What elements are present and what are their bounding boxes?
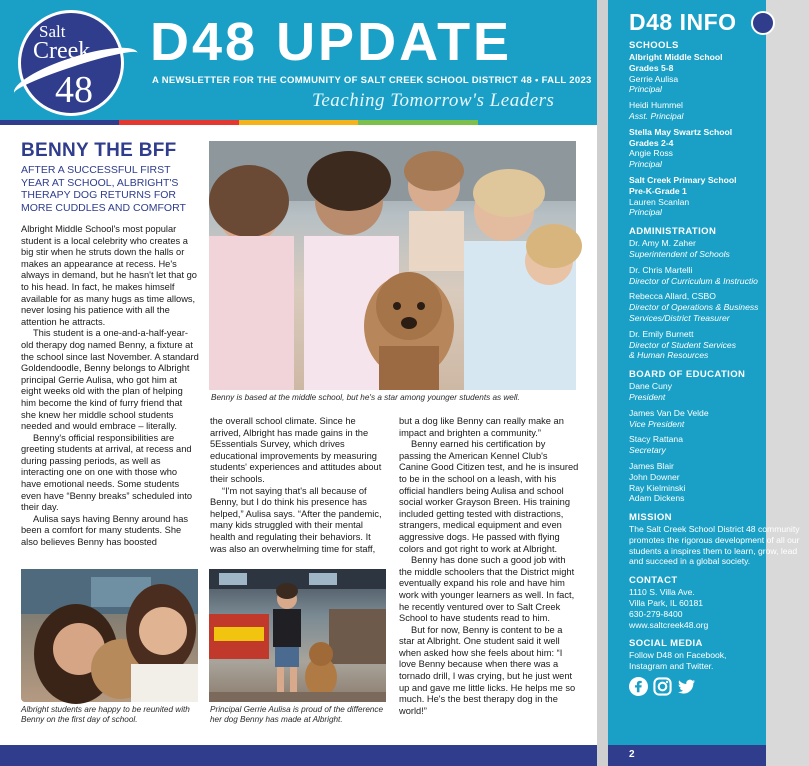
person-name: James Van De Velde [629,407,709,418]
school-albright [629,52,809,122]
info-title: D48 INFO [629,9,737,35]
article-deck: AFTER A SUCCESSFUL FIRST YEAR AT SCHOOL, ALBRIGHT'S THERAPY DOG RETURNS FOR MORE CUDDLES AND COMFORT [21,164,186,214]
paragraph: Benny has done such a good job with the middle schoolers that the District might eventually expand his role and have him work with younger learners as well. In fact, he recently ventured over to Salt Creek School to have students read to him. [399,555,575,624]
school-name: Salt Creek Primary School [629,174,737,185]
person-name: Dr. Chris Martelli [629,264,693,275]
newsletter-page-right [608,0,800,766]
board-officer [629,434,809,456]
school-name: Stella May Swartz School [629,126,733,137]
person-role: Secretary [629,445,666,456]
logo-text-creek: Creek [33,38,91,64]
person-role: Asst. Principal [629,110,684,121]
article-column-2 [210,416,388,555]
admin-person [629,238,809,260]
facebook-icon[interactable] [629,677,648,696]
person-role: Vice President [629,418,685,429]
school-grades: Pre-K-Grade 1 [629,185,687,196]
person-name: James Blair [629,460,674,471]
person-name: John Downer [629,471,680,482]
admin-person [629,329,809,361]
person-role: Principal [629,207,662,218]
contact-website-link[interactable]: www.saltcreek48.org [629,619,709,630]
article-column-1 [21,224,199,549]
paragraph: This student is a one-and-a-half-year-old therapy dog named Benny, a fixture at the school since last November. A standard Goldendoodle, Benny belongs to Albright principal Gerrie Aulisa, who got him at eight weeks old with the plan of helping him become the kind of furry friend that she knew her middle school students needed and would embrace – literally. [21,328,199,432]
paragraph: “I'm not saying that's all because of Benny, but I do think his presence has helped,” Aulisa says. “After the pandemic, many kids struggled with their mental health and regulating their behaviors. It was also an overwhelming time for staff, [210,485,382,554]
logo-text-48: 48 [55,69,93,111]
stripe-segment [478,120,597,125]
person-role: & Human Resources [629,350,709,361]
person-role: Services/District Treasurer [629,312,730,323]
page-number: 2 [629,749,635,760]
stripe-segment [358,120,477,125]
paragraph: the overall school climate. Since he arrived, Albright has made gains in the 5Essentials Survey, which drives educational improvements by measuring students' experiences and attitudes about their schools. [210,416,382,484]
photo-caption-middle: Principal Gerrie Aulisa is proud of the difference her dog Benny has made at Albright. [210,705,384,724]
logo-text-salt: Salt [39,22,66,41]
photo-illustration [21,569,198,702]
info-badge-icon [751,11,775,35]
board-heading: BOARD OF EDUCATION [629,369,746,381]
person-name: Dr. Emily Burnett [629,328,694,339]
stripe-segment [239,120,358,125]
person-name: Stacy Rattana [629,434,683,445]
board-officer [629,408,809,430]
photo-caption-main: Benny is based at the middle school, but he's a star among younger students as well. [211,393,520,402]
paragraph: Albright Middle School's most popular student is a local celebrity who creates a big stir when he struts down the halls or makes an appearance at recess. He's always in demand, but he hasn't let that go to his head. In fact, he makes himself available for as many hugs as time allows, never losing his patience with all the attention he attracts. [21,224,197,327]
admin-person [629,291,809,323]
photo-students-reunited [21,569,198,702]
paragraph: but a dog like Benny can really make an impact and brighten a community.” [399,416,564,438]
paragraph: Aulisa says having Benny around has been a comfort for many students. She also believes Benny has boosted [21,513,189,548]
photo-illustration [209,141,576,390]
page-footer-bar [0,745,597,766]
district-logo [18,10,124,116]
photo-illustration [209,569,386,702]
paragraph: But for now, Benny is content to be a star at Albright. One student said it well when asked how she feels about him: “I love Benny because when there was a tornado drill, I was crying, but he just went up and gave me little licks. He helps me so much. He's the best therapy dog in the world!” [399,624,576,716]
person-name: Dr. Amy M. Zaher [629,238,696,249]
person-role: Superintendent of Schools [629,248,730,259]
social-heading: SOCIAL MEDIA [629,638,703,650]
photo-caption-left: Albright students are happy to be reunited with Benny on the first day of school. [21,705,190,724]
stripe-segment [0,120,119,125]
person-role: Principal [629,159,662,170]
social-text: Follow D48 on Facebook, Instagram and Twitter. [629,650,727,672]
board-officer [629,381,809,403]
board-members [629,461,809,504]
person-role: Director of Operations & Business [629,302,759,313]
masthead [0,0,597,120]
school-swartz [629,127,809,170]
photo-students-with-benny [209,141,576,390]
newsletter-subtitle: A NEWSLETTER FOR THE COMMUNITY OF SALT CREEK SCHOOL DISTRICT 48 • FALL 2023 [152,75,592,86]
contact-phone: 630-279-8400 [629,608,683,619]
person-role: Director of Student Services [629,339,736,350]
paragraph: Benny's official responsibilities are greeting students at arrival, at recess and during passing periods, as well as interacting one on one with those who have emotional needs. Some students even have “Benny breaks” scheduled into their day. [21,432,193,513]
page-gutter [597,0,608,766]
page-footer-bar [608,745,766,766]
mission-text: The Salt Creek School District 48 community promotes the rigorous development of all our students a inspires them to learn, grow, lead and succeed in a global society. [629,524,800,567]
person-name: Dane Cuny [629,381,672,392]
person-name: Ray Kielminski [629,482,686,493]
administration-heading: ADMINISTRATION [629,226,717,238]
school-name: Albright Middle School [629,52,723,62]
person-role: Principal [629,84,662,95]
info-sidebar [629,40,809,696]
contact-heading: CONTACT [629,575,678,587]
person-name: Heidi Hummel [629,100,683,111]
school-grades: Grades 5-8 [629,62,674,73]
stripe-segment [119,120,238,125]
contact-city: Villa Park, IL 60181 [629,598,704,609]
person-role: President [629,391,666,402]
newsletter-title: D48 UPDATE [150,12,513,72]
schools-heading: SCHOOLS [629,40,679,51]
contact-address: 1110 S. Villa Ave. [629,587,695,598]
mission-heading: MISSION [629,512,672,524]
person-name: Lauren Scanlan [629,196,690,207]
twitter-icon[interactable] [677,677,696,696]
paragraph: Benny earned his certification by passing the American Kennel Club's Canine Good Citizen test, and he is insured to be in the school on a leash, with his official handlers being Aulisa and school social worker Grayson Breen. His training included getting tested with distractions, strangers, medical equipment and even aggressive dogs. He passed with flying colors and got right to work at Albright. [399,439,579,554]
school-grades: Grades 2-4 [629,137,674,148]
social-icons [629,677,809,696]
article-column-3 [399,416,579,717]
newsletter-tagline: Teaching Tomorrow's Leaders [312,90,555,111]
admin-person [629,265,809,287]
instagram-icon[interactable] [653,677,672,696]
person-name: Angie Ross [629,148,673,159]
person-name: Rebecca Allard, CSBO [629,291,716,302]
person-role: Director of Curriculum & Instructio [629,275,758,286]
article-title: BENNY THE BFF [21,140,177,161]
color-stripe [0,120,597,125]
photo-principal-with-benny [209,569,386,702]
person-name: Gerrie Aulisa [629,73,679,84]
school-salt-creek-primary [629,175,809,218]
person-name: Adam Dickens [629,493,685,504]
